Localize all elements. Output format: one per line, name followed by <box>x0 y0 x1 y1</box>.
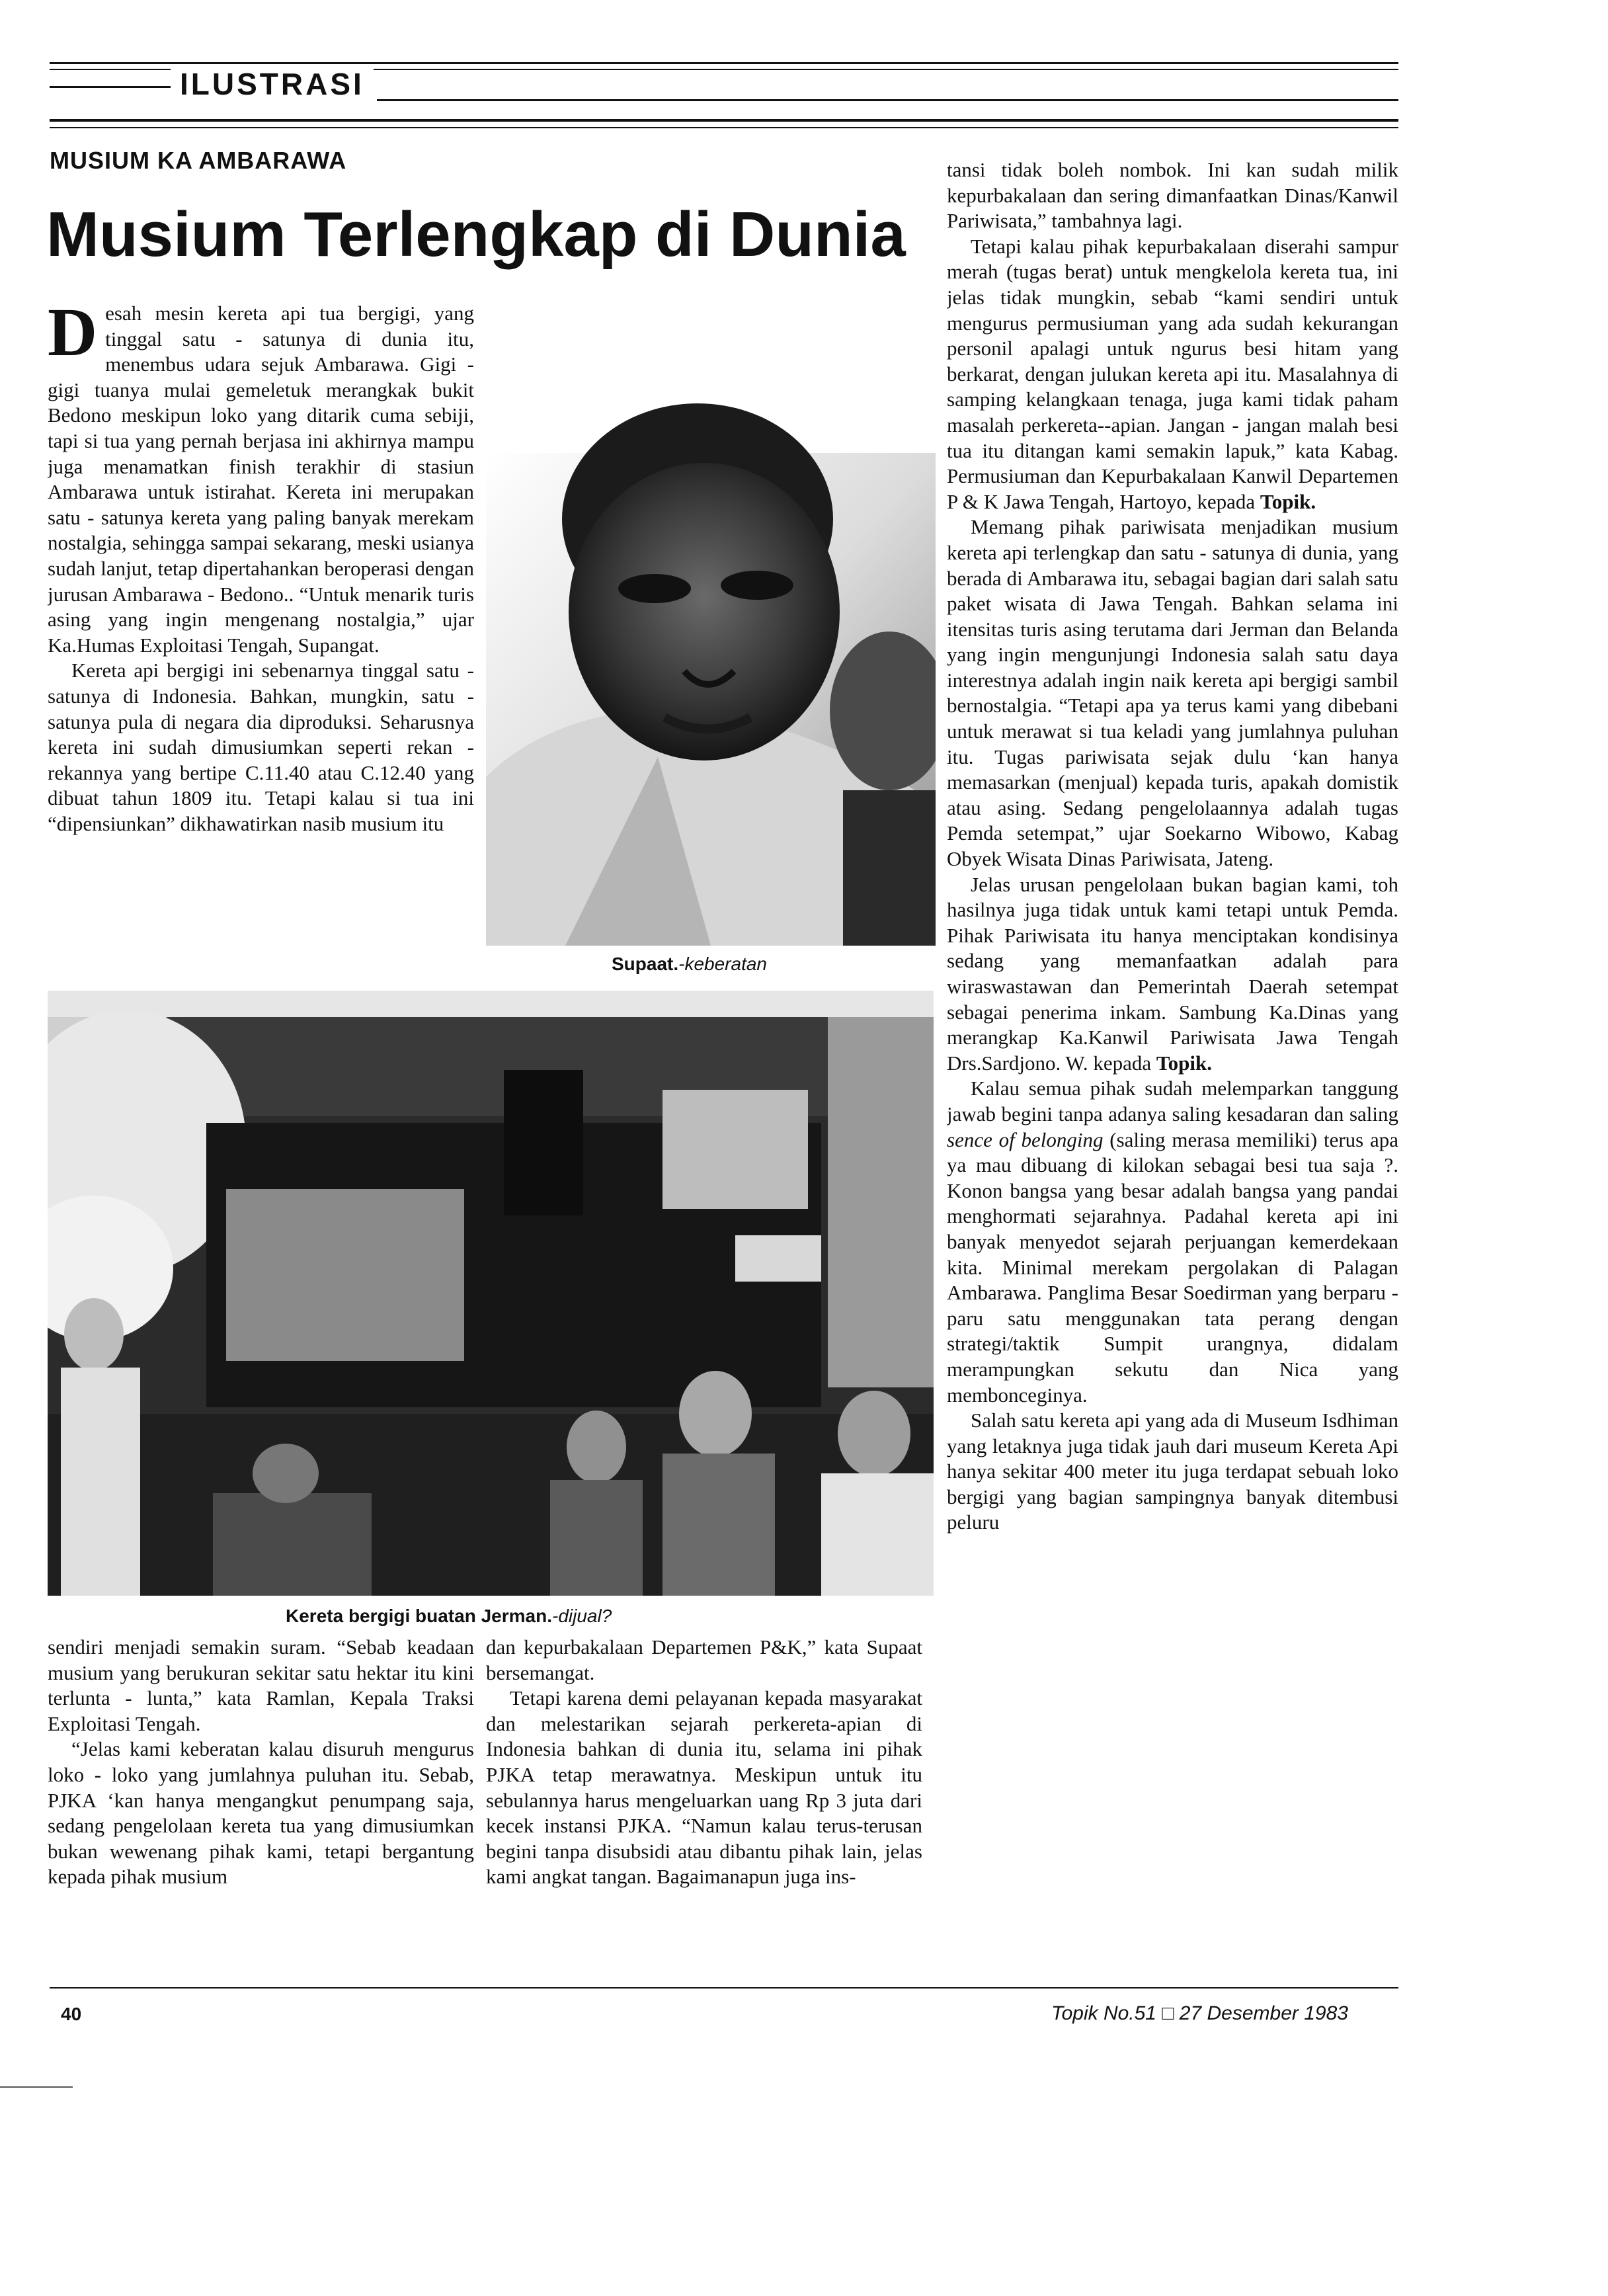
article-column-bottom-middle <box>486 1635 922 1979</box>
paragraph: Tetapi karena demi pelayanan kepada masyarakat dan melestarikan sejarah perkereta-apian di Indonesia bahkan di dunia itu, selama ini pihak PJKA tetap merawatnya. Meskipun untuk itu sebulannya harus mengeluarkan uang Rp 3 juta dari kecek instansi PJKA. “Namun kalau terus-terusan begini tanpa disubsidi atau dibantu pihak lain, jelas kami angkat tangan. Bagaimanapun juga ins- <box>486 1686 922 1889</box>
train-caption <box>286 1606 612 1627</box>
caption-name: Supaat. <box>612 954 679 974</box>
article-column-bottom-left <box>48 1635 474 1979</box>
margin-mark <box>0 2086 73 2088</box>
train-image <box>48 991 934 1596</box>
section-rule-left <box>50 86 175 88</box>
paragraph: esah mesin kereta api tua bergigi, yang tinggal satu - satunya di dunia itu, menembus udara sejuk Ambarawa. Gigi - gigi tuanya mulai gemeletuk merangkak bukit Bedono meskipun loko yang ditarik cuma sebiji, tapi si tua yang pernah berjasa ini akhirnya mampu juga menamatkan finish terakhir di stasiun Ambarawa untuk istirahat. Kereta ini merupakan satu - satunya kereta yang paling banyak merekam nostalgia, sehingga sampai sekarang, meski usianya sudah lanjut, tetap dipertahankan beroperasi dengan jurusan Ambarawa - Bedono.. “Untuk menarik turis asing yang ingin mengenang nostalgia,” ujar Ka.Humas Exploitasi Tengah, Supangat. <box>48 302 474 657</box>
paragraph: Jelas urusan pengelolaan bukan bagian kami, toh hasilnya juga tidak untuk kami tetapi untuk Pemda. Pihak Pariwisata itu hanya menciptakan kondisinya sedang yang memanfaatkan adalah para wiraswastawan dan Pemerintah Daerah setempat sebagai penerima inkam. Sambung Ka.Dinas yang merangkap Ka.Kanwil Pariwisata Jawa Tengah Drs.Sardjono. W. kepada Topik. <box>947 872 1398 1075</box>
section-rule-right <box>377 99 1398 101</box>
caption-note: -keberatan <box>678 954 768 974</box>
page-number: 40 <box>61 2004 82 2024</box>
kicker: MUSIUM KA AMBARAWA <box>50 147 347 174</box>
top-rule-1 <box>50 62 1398 64</box>
page-title: Musium Terlengkap di Dunia <box>46 199 906 270</box>
paragraph: “Jelas kami keberatan kalau disuruh mengurus loko - loko yang jumlahnya puluhan itu. Sebab, PJKA ‘kan hanya mengangkut penumpang saja, sedang pengelolaan kereta tua yang dimusiumkan bukan wewenang pihak kami, tetapi bergantung kepada pihak musium <box>48 1737 474 1889</box>
caption-note: -dijual? <box>552 1606 612 1626</box>
paragraph: Memang pihak pariwisata menjadikan musium kereta api terlengkap dan satu - satunya di dunia, yang berada di Ambarawa itu, sebagai bagian dari salah satu paket wisata di Jawa Tengah. Bahkan selama ini itensitas turis asing terutama dari Jerman dan Belanda yang ingin mengunjungi Indonesia salah satu daya interestnya adalah ingin naik kereta api bergigi sambil bernostalgia. “Tetapi apa ya terus kami yang dibebani untuk merawat si tua keladi yang jumlahnya puluhan itu. Tugas pariwisata sejak dulu ‘kan hanya memasarkan (menjual) kepada turis, apakah domistik atau asing. Sedang pengelolaannya adalah tugas Pemda setempat,” ujar Soekarno Wibowo, Kabag Obyek Wisata Dinas Pariwisata, Jateng. <box>947 515 1398 871</box>
portrait-caption <box>612 954 767 975</box>
portrait-photo <box>486 301 936 946</box>
header-rule-1 <box>50 119 1398 122</box>
portrait-image <box>486 301 936 946</box>
drop-cap: D <box>48 301 98 370</box>
footer-rule <box>50 1987 1398 1988</box>
paragraph: Salah satu kereta api yang ada di Museum Isdhiman yang letaknya juga tidak jauh dari museum Kereta Api hanya sekitar 400 meter itu juga terdapat sebuah loko bergigi yang bagian sampingnya banyak ditembusi peluru <box>947 1409 1398 1534</box>
paragraph: sendiri menjadi semakin suram. “Sebab keadaan musium yang berukuran sekitar satu hektar itu kini terlunta - lunta,” kata Ramlan, Kepala Traksi Exploitasi Tengah. <box>48 1635 474 1735</box>
article-column-right <box>947 157 1398 1983</box>
paragraph: tansi tidak boleh nombok. Ini kan sudah milik kepurbakalaan dan sering dimanfaatkan Dinas/Kanwil Pariwisata,” tambahnya lagi. <box>947 158 1398 233</box>
article-column-1 <box>48 301 474 985</box>
header-rule-2 <box>50 127 1398 128</box>
section-label: ILUSTRASI <box>171 66 374 102</box>
paragraph: dan kepurbakalaan Departemen P&K,” kata Supaat bersemangat. <box>486 1635 922 1684</box>
paragraph: Kalau semua pihak sudah melemparkan tanggung jawab begini tanpa adanya saling kesadaran dan saling sence of belonging (saling merasa memiliki) terus apa ya mau dibuang di kilokan sebagai besi tua saja ?. Konon bangsa yang besar adalah bangsa yang pandai menghormati sejarahnya. Padahal kereta api ini banyak menyedot sejarah perjuangan kemerdekaan kita. Minimal merekam pergolakan di Palagan Ambarawa. Panglima Besar Soedirman yang berparu - paru satu menggunakan tata perang dengan strategi/taktik Sumpit urangnya, didalam merampungkan sekutu dan Nica yang membonceginya. <box>947 1077 1398 1407</box>
paragraph: Tetapi kalau pihak kepurbakalaan diserahi sampur merah (tugas berat) untuk mengkelola kereta tua, ini jelas tidak mungkin, sebab “kami sendiri untuk mengurus permusiuman yang ada sudah kekurangan personil apalagi untuk ngurus besi hitam yang berkarat, dengan julukan kereta api itu. Masalahnya di samping kelangkaan tenaga, juga kami tidak paham masalah perkereta--apian. Jangan - jangan malah besi tua itu ditangan kami semakin lapuk,” kata Kabag. Permusiuman dan Kepurbakalaan Kanwil Departemen P & K Jawa Tengah, Hartoyo, kepada Topik. <box>947 234 1398 513</box>
train-photo <box>48 991 934 1596</box>
paragraph: Kereta api bergigi ini sebenarnya tinggal satu - satunya di Indonesia. Bahkan, mungkin, satu - satunya pula di negara dia diproduksi. Seharusnya kereta ini sudah dimusiumkan seperti rekan - rekannya yang bertipe C.11.40 atau C.12.40 yang dibuat tahun 1809 itu. Tetapi kalau si tua ini “dipensiunkan” dikhawatirkan nasib musium itu <box>48 659 474 835</box>
publication-info: Topik No.51 □ 27 Desember 1983 <box>1051 2002 1348 2024</box>
caption-title: Kereta bergigi buatan Jerman. <box>286 1606 553 1626</box>
